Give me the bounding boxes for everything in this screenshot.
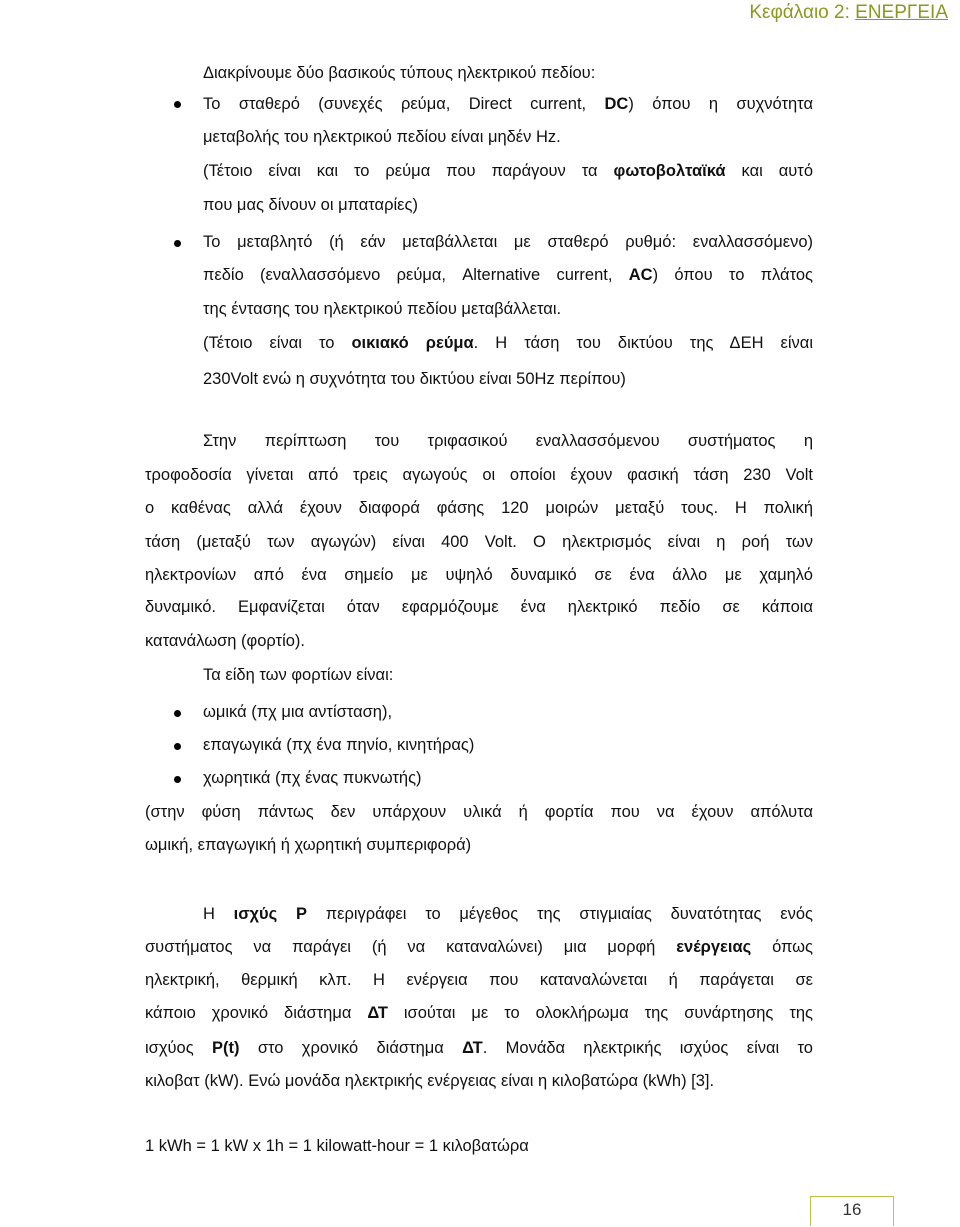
three-phase-line-5: ηλεκτρονίων από ένα σημείο με υψηλό δυναμικό σε ένα άλλο με χαμηλό (145, 566, 813, 584)
page-number: 16 (842, 1200, 862, 1219)
power-line-1: Η ισχύς P περιγράφει το μέγεθος της στιγμιαίας δυνατότητας ενός (203, 905, 813, 923)
bullet-icon (174, 710, 181, 717)
ac-line-1: Το μεταβλητό (ή εάν μεταβάλλεται με σταθερό ρυθμό: εναλλασσόμενο) (203, 233, 813, 251)
bullet-icon (174, 776, 181, 783)
dc-line-4: που μας δίνουν οι μπαταρίες) (203, 196, 418, 214)
power-line-3: ηλεκτρική, θερμική κλπ. Η ενέργεια που καταναλώνεται ή παράγεται σε (145, 971, 813, 989)
loads-note-1: (στην φύση πάντως δεν υπάρχουν υλικά ή φορτία που να έχουν απόλυτα (145, 803, 813, 821)
list-item: χωρητικά (πχ ένας πυκνωτής) (203, 769, 422, 787)
chapter-header (749, 2, 948, 24)
three-phase-line-6: δυναμικό. Εμφανίζεται όταν εφαρμόζουμε ένα ηλεκτρικό πεδίο σε κάποια (145, 598, 813, 616)
chapter-title: ΕΝΕΡΓΕΙΑ (855, 2, 948, 23)
power-line-6: κιλοβατ (kW). Ενώ μονάδα ηλεκτρικής ενέργειας είναι η κιλοβατώρα (kWh) [3]. (145, 1072, 715, 1090)
ac-line-3: της έντασης του ηλεκτρικού πεδίου μεταβάλλεται. (203, 300, 562, 318)
loads-note-2: ωμική, επαγωγική ή χωρητική συμπεριφορά) (145, 836, 472, 854)
list-item: ωμικά (πχ μια αντίσταση), (203, 703, 393, 721)
dc-line-3: (Τέτοιο είναι και το ρεύμα που παράγουν τα φωτοβολταϊκά και αυτό (203, 162, 813, 180)
intro-text: Διακρίνουμε δύο βασικούς τύπους ηλεκτρικού πεδίου: (203, 64, 596, 82)
list-item: επαγωγικά (πχ ένα πηνίο, κινητήρας) (203, 736, 475, 754)
bullet-icon (174, 101, 181, 108)
three-phase-line-1: Στην περίπτωση του τριφασικού εναλλασσόμενου συστήματος η (203, 432, 813, 450)
power-line-2: συστήματος να παράγει (ή να καταναλώνει) μια μορφή ενέργειας όπως (145, 938, 814, 956)
power-line-5: ισχύος P(t) στο χρονικό διάστημα ΔΤ. Μονάδα ηλεκτρικής ισχύος είναι το (145, 1039, 813, 1057)
ac-line-5: 230Volt ενώ η συχνότητα του δικτύου είναι 50Hz περίπου) (203, 370, 626, 388)
loads-intro: Τα είδη των φορτίων είναι: (203, 666, 394, 684)
bullet-icon (174, 240, 181, 247)
power-line-4: κάποιο χρονικό διάστημα ΔΤ ισούται με το ολοκλήρωμα της συνάρτησης της (145, 1004, 813, 1022)
kwh-formula: 1 kWh = 1 kW x 1h = 1 kilowatt-hour = 1 κιλοβατώρα (145, 1137, 529, 1155)
three-phase-line-7: κατανάλωση (φορτίο). (145, 632, 305, 650)
chapter-label: Κεφάλαιο 2: (749, 2, 856, 23)
bullet-icon (174, 743, 181, 750)
three-phase-line-2: τροφοδοσία γίνεται από τρεις αγωγούς οι οποίοι έχουν φασική τάση 230 Volt (145, 466, 813, 484)
ac-line-4: (Τέτοιο είναι το οικιακό ρεύμα. Η τάση του δικτύου της ΔΕΗ είναι (203, 334, 813, 352)
three-phase-line-3: ο καθένας αλλά έχουν διαφορά φάσης 120 μοιρών μεταξύ τους. Η πολική (145, 499, 813, 517)
three-phase-line-4: τάση (μεταξύ των αγωγών) είναι 400 Volt. Ο ηλεκτρισμός είναι η ροή των (145, 533, 813, 551)
dc-line-2: μεταβολής του ηλεκτρικού πεδίου είναι μηδέν Hz. (203, 128, 561, 146)
ac-line-2: πεδίο (εναλλασσόμενο ρεύμα, Alternative current, AC) όπου το πλάτος (203, 266, 813, 284)
dc-line-1: Το σταθερό (συνεχές ρεύμα, Direct current, DC) όπου η συχνότητα (203, 95, 813, 113)
